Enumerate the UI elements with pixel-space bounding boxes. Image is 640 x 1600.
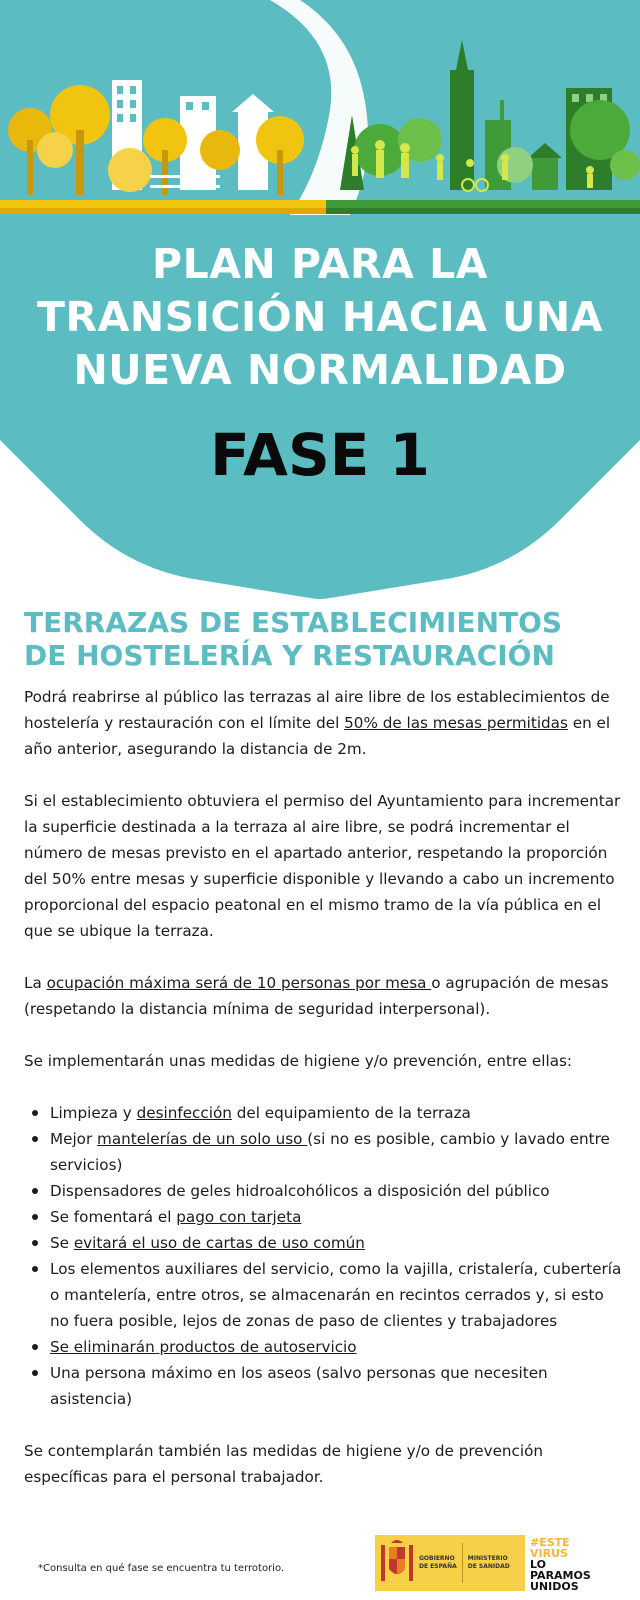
- paragraph-worker-measures: Se contemplarán también las medidas de higiene y/o de prevención específicas para el personal trabajador.: [24, 1442, 544, 1486]
- measures-list: [24, 1100, 624, 1412]
- text-span: Mejor: [50, 1130, 98, 1148]
- list-item: [24, 1100, 624, 1126]
- campaign-slogan: PARAMOS: [530, 1569, 591, 1582]
- government-logo: [375, 1535, 525, 1591]
- campaign-logo: [530, 1537, 630, 1592]
- section-title: [24, 606, 624, 672]
- paragraph-terrace-capacity: [24, 684, 624, 762]
- text-span: o agrupación de mesas (respetando la distancia mínima de seguridad interpersonal).: [24, 974, 609, 1018]
- text-span: del equipamiento de la terraza: [231, 1104, 471, 1122]
- paragraph-measures-intro: Se implementarán unas medidas de higiene y/o prevención, entre ellas:: [24, 1052, 573, 1070]
- main-title-line: NUEVA NORMALIDAD: [73, 346, 567, 394]
- paragraph-max-occupancy: [24, 970, 624, 1022]
- text-span: Una persona máximo en los aseos (salvo personas que necesiten asistencia): [50, 1364, 548, 1408]
- main-title: [0, 238, 640, 397]
- city-illustration: [0, 0, 640, 220]
- list-item: [24, 1204, 624, 1230]
- list-item: [24, 1126, 624, 1178]
- underlined-text: Se eliminarán productos de autoservicio: [50, 1338, 357, 1356]
- paragraph-terrace-expansion: Si el establecimiento obtuviera el permiso del Ayuntamiento para incrementar la superficie destinada a la terraza al aire libre, se podrá incrementar el número de mesas previsto en el apartado anterior, respetando la proporción del 50% entre mesas y superficie disponible y llevando a cabo un incremento proporcional del espacio peatonal en el mismo tramo de la vía pública en el que se ubique la terraza.: [24, 792, 621, 940]
- text-span: (si no es posible, cambio y lavado entre servicios): [50, 1130, 610, 1174]
- main-title-line: TRANSICIÓN HACIA UNA: [37, 293, 603, 341]
- underlined-text: pago con tarjeta: [176, 1208, 302, 1226]
- text-span: Limpieza y: [50, 1104, 137, 1122]
- gov-text-line: DE ESPAÑA: [419, 1563, 457, 1570]
- section-title-line: TERRAZAS DE ESTABLECIMIENTOS: [24, 606, 563, 639]
- gov-spain-text: [419, 1555, 457, 1571]
- footer-note: *Consulta en qué fase se encuentra tu terrotorio.: [38, 1563, 285, 1574]
- campaign-slogan: UNIDOS: [530, 1580, 579, 1593]
- ministry-text: [468, 1555, 510, 1571]
- section-title-line: DE HOSTELERÍA Y RESTAURACIÓN: [24, 639, 555, 672]
- underlined-text: desinfección: [136, 1104, 232, 1122]
- gov-text-line: DE SANIDAD: [467, 1563, 510, 1570]
- text-span: Dispensadores de geles hidroalcohólicos a disposición del público: [50, 1182, 550, 1200]
- underlined-text: evitará el uso de cartas de uso común: [73, 1234, 365, 1252]
- body-content: [24, 684, 624, 1516]
- text-span: La: [24, 974, 47, 992]
- text-span: Los elementos auxiliares del servicio, como la vajilla, cristalería, cubertería o mantelería, entre otros, se almacenarán en recintos cerrados y, si esto no fuera posible, lejos de zonas de paso de clientes y trabajadores: [50, 1260, 622, 1330]
- text-span: Se fomentará el: [50, 1208, 177, 1226]
- list-item: [24, 1230, 624, 1256]
- list-item: [24, 1256, 624, 1334]
- underlined-text: ocupación máxima será de 10 personas por mesa: [46, 974, 432, 992]
- gov-text-line: GOBIERNO: [419, 1555, 455, 1562]
- list-item: [24, 1178, 624, 1204]
- main-title-line: PLAN PARA LA: [152, 240, 488, 288]
- underlined-text: 50% de las mesas permitidas: [344, 714, 568, 732]
- phase-label: FASE 1: [210, 421, 430, 489]
- text-span: en el año anterior, asegurando la distancia de 2m.: [24, 714, 611, 758]
- list-item: [24, 1334, 624, 1360]
- campaign-hashtag: VIRUS: [530, 1547, 568, 1560]
- text-span: Se: [50, 1234, 74, 1252]
- coat-of-arms-icon: [375, 1535, 419, 1591]
- campaign-hashtag: #ESTE: [530, 1536, 570, 1549]
- divider: [462, 1543, 463, 1583]
- campaign-slogan: LO: [530, 1558, 546, 1571]
- underlined-text: mantelerías de un solo uso: [97, 1130, 308, 1148]
- gov-text-line: MINISTERIO: [467, 1555, 508, 1562]
- text-span: Podrá reabrirse al público las terrazas al aire libre de los establecimientos de hostelería y restauración con el límite del: [24, 688, 610, 732]
- list-item: [24, 1360, 624, 1412]
